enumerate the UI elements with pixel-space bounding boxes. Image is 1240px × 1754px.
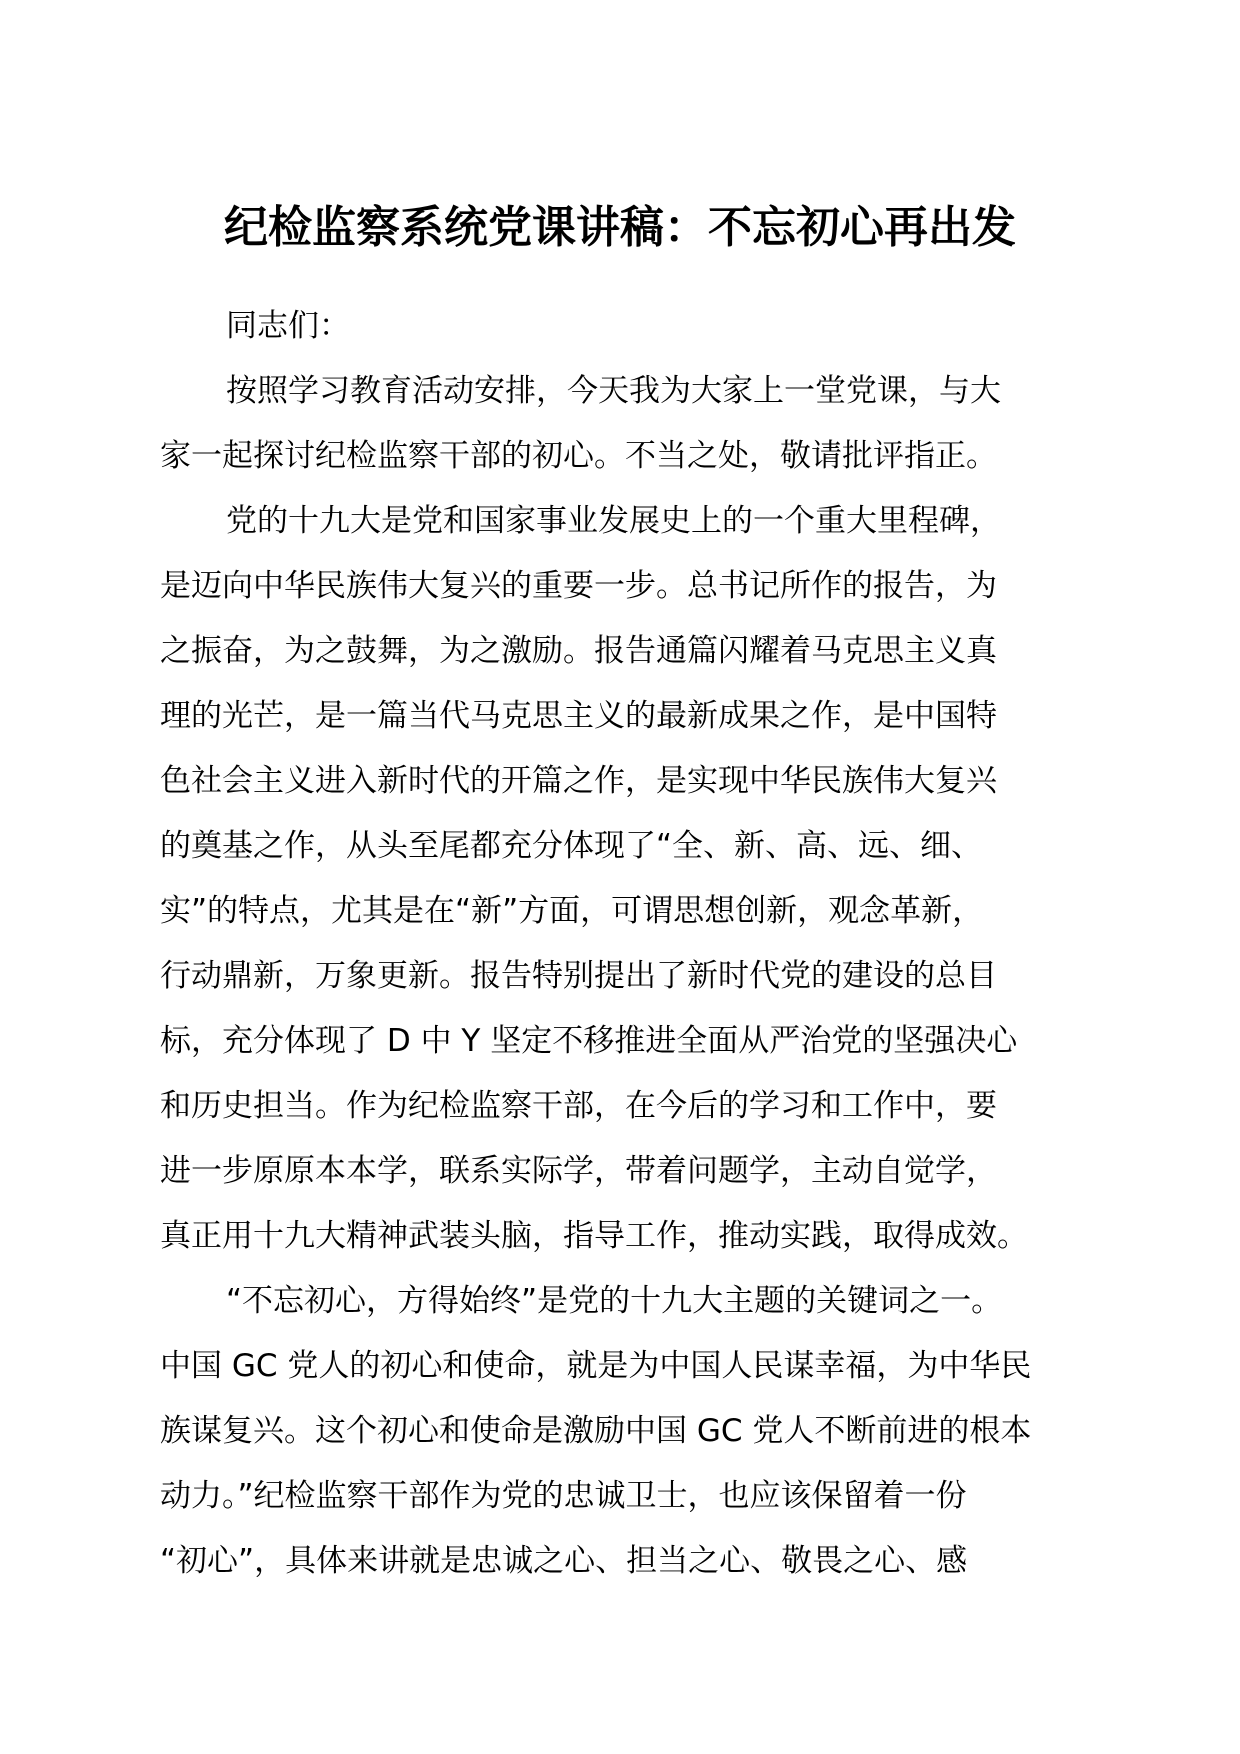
text-line: 之振奋，为之鼓舞，为之激励。报告通篇闪耀着马克思主义真 <box>160 633 997 669</box>
text-line: 行动鼎新，万象更新。报告特别提出了新时代党的建设的总目 <box>160 958 997 994</box>
text-line: 色社会主义进入新时代的开篇之作，是实现中华民族伟大复兴 <box>160 763 997 799</box>
text-line: 按照学习教育活动安排，今天我为大家上一堂党课，与大 <box>226 373 1001 409</box>
text-line: 的奠基之作，从头至尾都充分体现了“全、新、高、远、细、 <box>160 828 983 864</box>
text-line: “不忘初心，方得始终”是党的十九大主题的关键词之一。 <box>226 1283 1003 1319</box>
text-line: 同志们： <box>226 308 350 344</box>
document-title: 纪检监察系统党课讲稿：不忘初心再出发 <box>224 202 1016 253</box>
document-body <box>160 294 1104 1594</box>
text-line: 实”的特点，尤其是在“新”方面，可谓思想创新，观念革新， <box>160 893 984 929</box>
text-line: 党的十九大是党和国家事业发展史上的一个重大里程碑， <box>226 503 1001 539</box>
text-line: 进一步原原本本学，联系实际学，带着问题学，主动自觉学， <box>160 1153 997 1189</box>
text-line: 中国 GC 党人的初心和使命，就是为中国人民谋幸福，为中华民 <box>160 1348 1032 1384</box>
text-line: 是迈向中华民族伟大复兴的重要一步。总书记所作的报告，为 <box>160 568 997 604</box>
text-line: 标，充分体现了 D 中 Y 坚定不移推进全面从严治党的坚强决心 <box>160 1023 1018 1059</box>
text-line: 理的光芒，是一篇当代马克思主义的最新成果之作，是中国特 <box>160 698 997 734</box>
text-line: 和历史担当。作为纪检监察干部，在今后的学习和工作中，要 <box>160 1088 997 1124</box>
text-line: 动力。”纪检监察干部作为党的忠诚卫士，也应该保留着一份 <box>160 1478 967 1514</box>
text-line: 族谋复兴。这个初心和使命是激励中国 GC 党人不断前进的根本 <box>160 1413 1032 1449</box>
text-line: 家一起探讨纪检监察干部的初心。不当之处，敬请批评指正。 <box>160 438 997 474</box>
text-line: 真正用十九大精神武装头脑，指导工作，推动实践，取得成效。 <box>160 1218 1028 1254</box>
text-line: “初心”，具体来讲就是忠诚之心、担当之心、敬畏之心、感 <box>160 1543 968 1579</box>
